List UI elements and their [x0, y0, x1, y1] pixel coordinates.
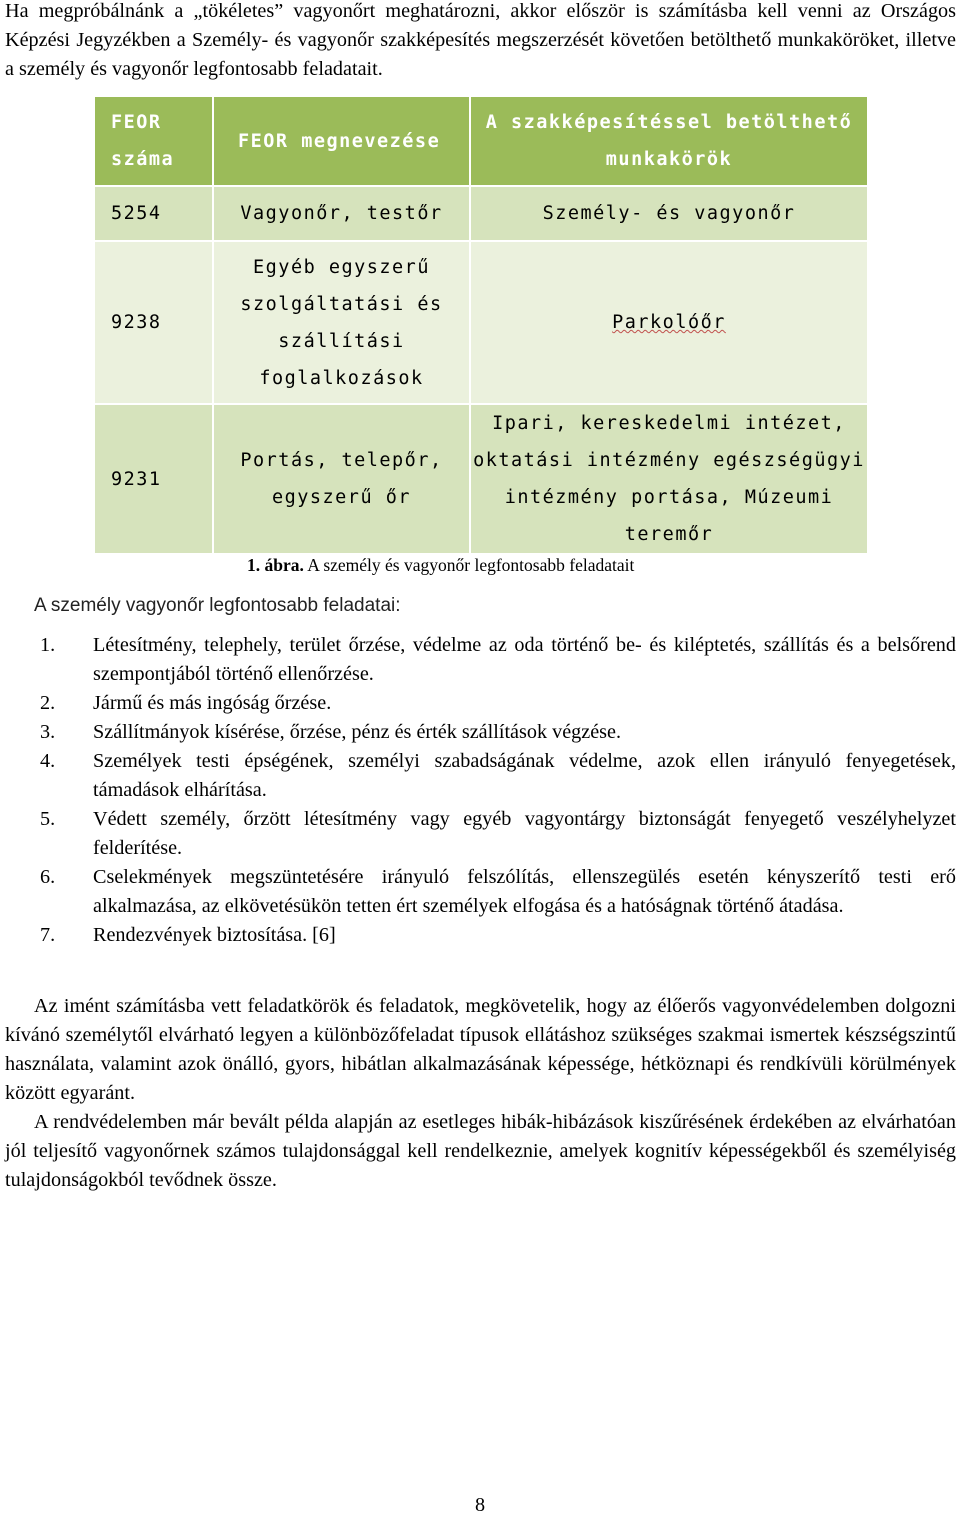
cell-code: 9231 [94, 404, 213, 554]
feor-table [93, 95, 869, 555]
list-number: 7. [40, 924, 56, 946]
table-row [94, 241, 868, 404]
cell-jobs: Személy- és vagyonőr [470, 186, 868, 241]
list-number: 1. [40, 634, 56, 656]
body-paragraph: Az imént számításba vett feladatkörök és feladatok, megkövetelik, hogy az élőerős vagyonvédelemben dolgozni kívánó személytől elvárható legyen a különbözőfeladat típusok ellátáshoz szükséges szakmai ismertek készségszintű használata, valamint azok önálló, gyors, hibátlan alkalmazásának képessége, hétköznapi és rendkívüli körülmények között egyaránt. [5, 995, 956, 1104]
list-item [40, 747, 956, 805]
list-text: Jármű és más ingóság őrzése. [93, 692, 332, 714]
table-row [94, 186, 868, 241]
table-row [94, 404, 868, 554]
list-text: Létesítmény, telephely, terület őrzése, védelme az oda történő be- és kiléptetés, szállítás és a belsőrend szempontjából történő ellenőrzése. [93, 634, 956, 685]
figure-caption-text: A személy és vagyonőr legfontosabb feladatait [303, 555, 635, 575]
cell-jobs: Parkolóőr [612, 312, 726, 333]
cell-name: Vagyonőr, testőr [213, 186, 470, 241]
list-number: 6. [40, 866, 56, 888]
list-item [40, 631, 956, 689]
cell-code: 5254 [94, 186, 213, 241]
list-text: Védett személy, őrzött létesítmény vagy egyéb vagyontárgy biztonságát fenyegető veszélyhelyzet felderítése. [93, 808, 956, 859]
list-item [40, 689, 956, 718]
list-item [40, 805, 956, 863]
list-number: 3. [40, 721, 56, 743]
intro-paragraph: Ha megpróbálnánk a „tökéletes” vagyonőrt meghatározni, akkor először is számításba kell venni az Országos Képzési Jegyzékben a Személy- és vagyonőr szakképesítés megszerzését követően betölthető munkaköröket, illetve a személy és vagyonőr legfontosabb feladatait. [5, 0, 956, 80]
list-number: 2. [40, 692, 56, 714]
cell-jobs: Ipari, kereskedelmi intézet, oktatási intézmény egészségügyi intézmény portása, Múzeumi teremőr [470, 404, 868, 554]
table-header-row [94, 96, 868, 186]
list-item [40, 863, 956, 921]
list-number: 5. [40, 808, 56, 830]
header-feor-code: FEOR száma [94, 96, 213, 186]
cell-name: Portás, telepőr, egyszerű őr [213, 404, 470, 554]
figure-label: 1. ábra. [247, 555, 304, 575]
list-item [40, 921, 956, 950]
header-feor-name: FEOR megnevezése [213, 96, 470, 186]
list-number: 4. [40, 750, 56, 772]
task-list [40, 631, 956, 950]
header-jobs: A szakképesítéssel betölthető munkakörök [470, 96, 868, 186]
list-text: Személyek testi épségének, személyi szabadságának védelme, azok ellen irányuló fenyegetések, támadások elhárítása. [93, 750, 956, 801]
cell-code: 9238 [94, 241, 213, 404]
body-paragraph: A rendvédelemben már bevált példa alapján az esetleges hibák-hibázások kiszűrésének érdekében az elvárhatóan jól teljesítő vagyonőrnek számos tulajdonsággal kell rendelkeznie, amelyek kognitív képességekből és személyiség tulajdonságokból tevődnek össze. [5, 1111, 956, 1191]
tasks-heading: A személy vagyonőr legfontosabb feladatai: [34, 595, 401, 616]
list-text: Rendezvények biztosítása. [6] [93, 924, 336, 946]
page-number: 8 [474, 1494, 486, 1516]
cell-name: Egyéb egyszerű szolgáltatási és szállítási foglalkozások [213, 241, 470, 404]
list-text: Cselekmények megszüntetésére irányuló felszólítás, ellenszegülés esetén kényszerítő testi erő alkalmazása, az elkövetésükön tetten ért személyek elfogása és a hatóságnak történő átadása. [93, 866, 956, 917]
list-text: Szállítmányok kísérése, őrzése, pénz és érték szállítások végzése. [93, 721, 622, 743]
list-item [40, 718, 956, 747]
figure-caption [247, 553, 634, 577]
